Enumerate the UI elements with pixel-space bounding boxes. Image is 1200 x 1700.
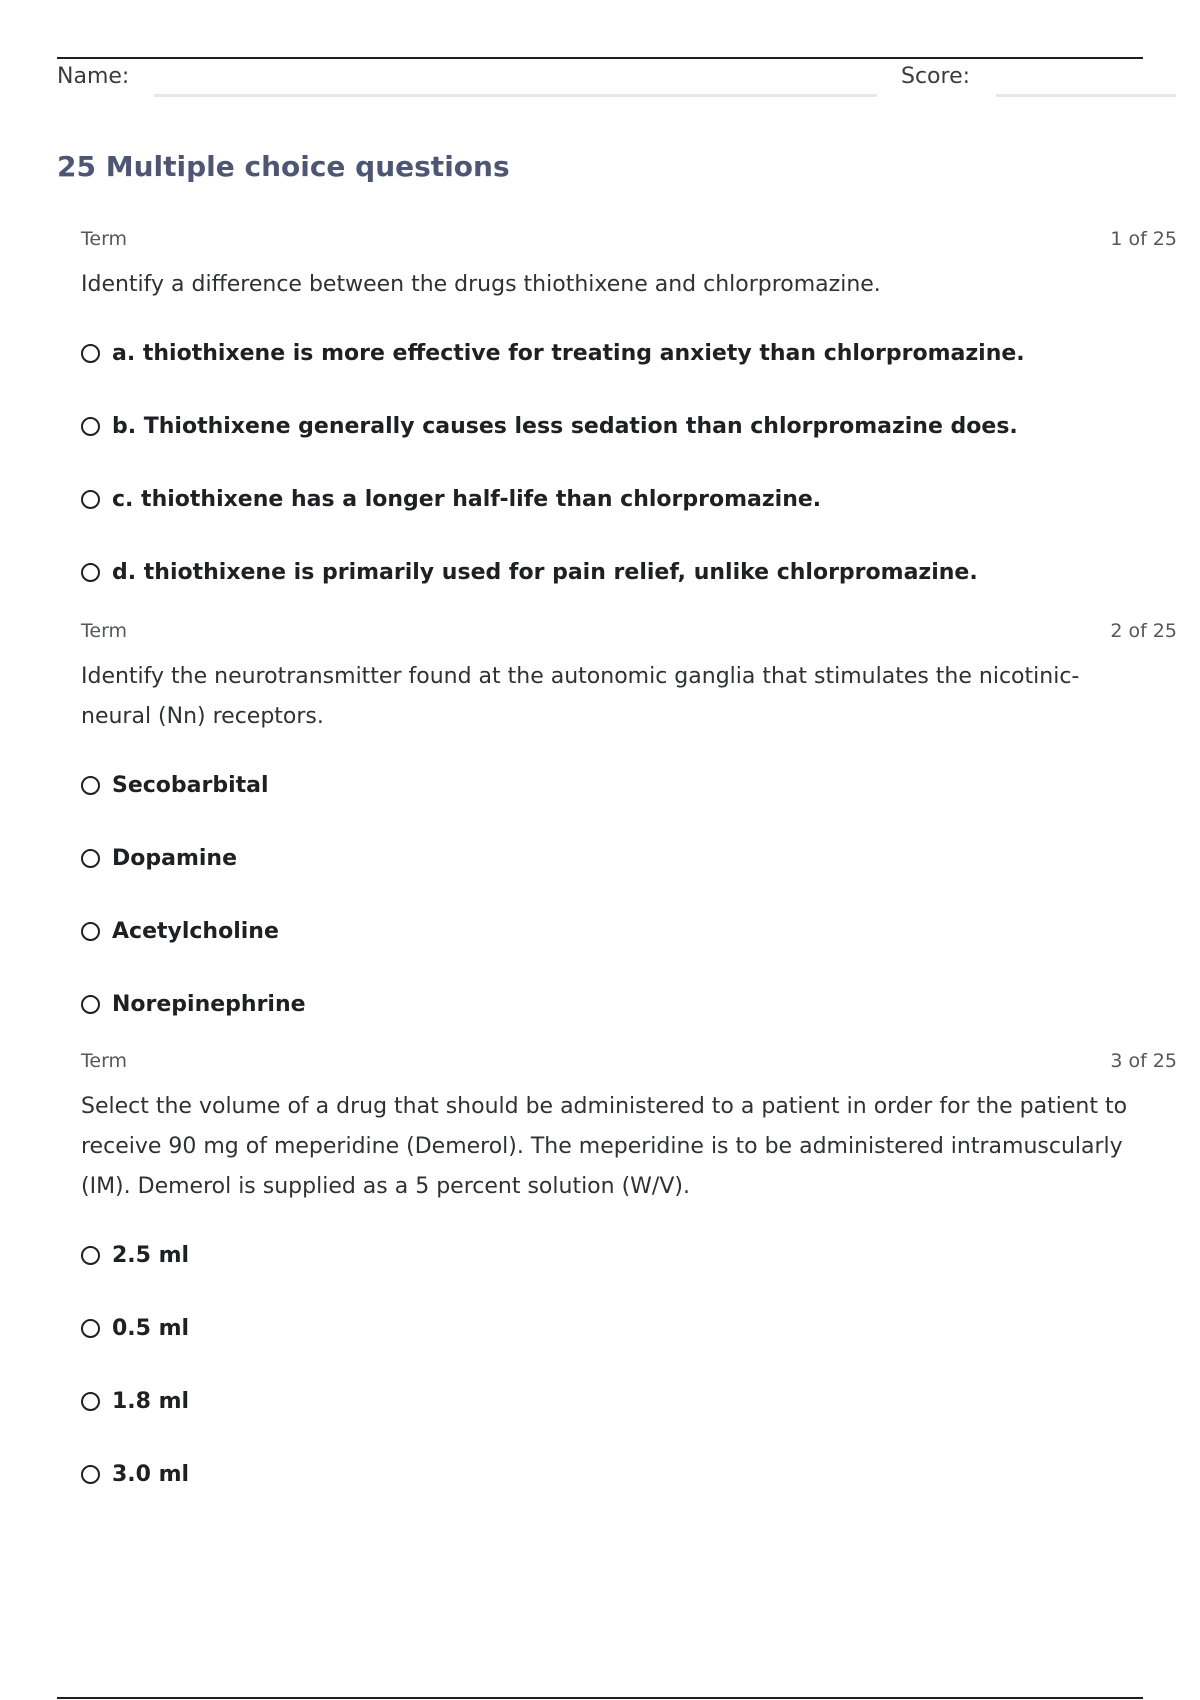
question-counter: 2 of 25 — [1110, 620, 1177, 642]
term-label: Term — [81, 620, 128, 642]
answer-option-text: 3.0 ml — [112, 1462, 190, 1487]
question-prompt: Select the volume of a drug that should be administered to a patient in order for the patient to receive 90 mg of meperidine (Demerol). The meperidine is to be administered intramuscularly (IM). Demerol is supplied as a 5 percent solution (W/V). — [81, 1094, 1128, 1199]
answer-option[interactable] — [81, 317, 1177, 390]
question-2 — [81, 617, 1177, 1041]
answer-options — [81, 1219, 1177, 1511]
term-row — [81, 225, 1177, 255]
answer-option-text: a. thiothixene is more effective for treating anxiety than chlorpromazine. — [112, 341, 1025, 366]
score-field[interactable] — [996, 94, 1176, 97]
answer-option-text: c. thiothixene has a longer half-life than chlorpromazine. — [112, 487, 822, 512]
answer-option[interactable] — [81, 1365, 1177, 1438]
top-rule — [57, 57, 1143, 59]
answer-option-text: Norepinephrine — [112, 992, 306, 1017]
answer-option-text: b. Thiothixene generally causes less sedation than chlorpromazine does. — [112, 414, 1018, 439]
term-label: Term — [81, 228, 128, 250]
answer-option-text: 2.5 ml — [112, 1243, 190, 1268]
radio-button-icon[interactable] — [81, 1465, 100, 1484]
radio-button-icon[interactable] — [81, 563, 100, 582]
bottom-rule — [57, 1697, 1143, 1699]
answer-option[interactable] — [81, 1292, 1177, 1365]
name-field[interactable] — [154, 94, 877, 97]
question-prompt: Identify a difference between the drugs thiothixene and chlorpromazine. — [81, 272, 881, 297]
radio-button-icon[interactable] — [81, 776, 100, 795]
term-row — [81, 617, 1177, 647]
answer-option-text: d. thiothixene is primarily used for pain relief, unlike chlorpromazine. — [112, 560, 978, 585]
header-row — [57, 62, 1177, 102]
answer-option[interactable] — [81, 1219, 1177, 1292]
term-row — [81, 1047, 1177, 1077]
answer-option-text: Dopamine — [112, 846, 238, 871]
question-1 — [81, 225, 1177, 609]
radio-button-icon[interactable] — [81, 922, 100, 941]
radio-button-icon[interactable] — [81, 1392, 100, 1411]
answer-option[interactable] — [81, 463, 1177, 536]
radio-button-icon[interactable] — [81, 1319, 100, 1338]
answer-option[interactable] — [81, 536, 1177, 609]
question-prompt: Identify the neurotransmitter found at the autonomic ganglia that stimulates the nicotinic-neural (Nn) receptors. — [81, 664, 1080, 729]
answer-option[interactable] — [81, 390, 1177, 463]
answer-option[interactable] — [81, 968, 1177, 1041]
radio-button-icon[interactable] — [81, 417, 100, 436]
answer-option-text: Acetylcholine — [112, 919, 279, 944]
answer-options — [81, 317, 1177, 609]
term-label: Term — [81, 1050, 128, 1072]
answer-options — [81, 749, 1177, 1041]
radio-button-icon[interactable] — [81, 1246, 100, 1265]
score-label: Score: — [901, 64, 971, 89]
section-heading: 25 Multiple choice questions — [57, 150, 510, 183]
answer-option-text: Secobarbital — [112, 773, 269, 798]
answer-option-text: 0.5 ml — [112, 1316, 190, 1341]
name-label: Name: — [57, 64, 130, 89]
answer-option[interactable] — [81, 1438, 1177, 1511]
question-3 — [81, 1047, 1177, 1511]
radio-button-icon[interactable] — [81, 995, 100, 1014]
question-counter: 3 of 25 — [1110, 1050, 1177, 1072]
answer-option[interactable] — [81, 749, 1177, 822]
answer-option-text: 1.8 ml — [112, 1389, 190, 1414]
answer-option[interactable] — [81, 895, 1177, 968]
radio-button-icon[interactable] — [81, 849, 100, 868]
question-counter: 1 of 25 — [1110, 228, 1177, 250]
answer-option[interactable] — [81, 822, 1177, 895]
radio-button-icon[interactable] — [81, 490, 100, 509]
radio-button-icon[interactable] — [81, 344, 100, 363]
